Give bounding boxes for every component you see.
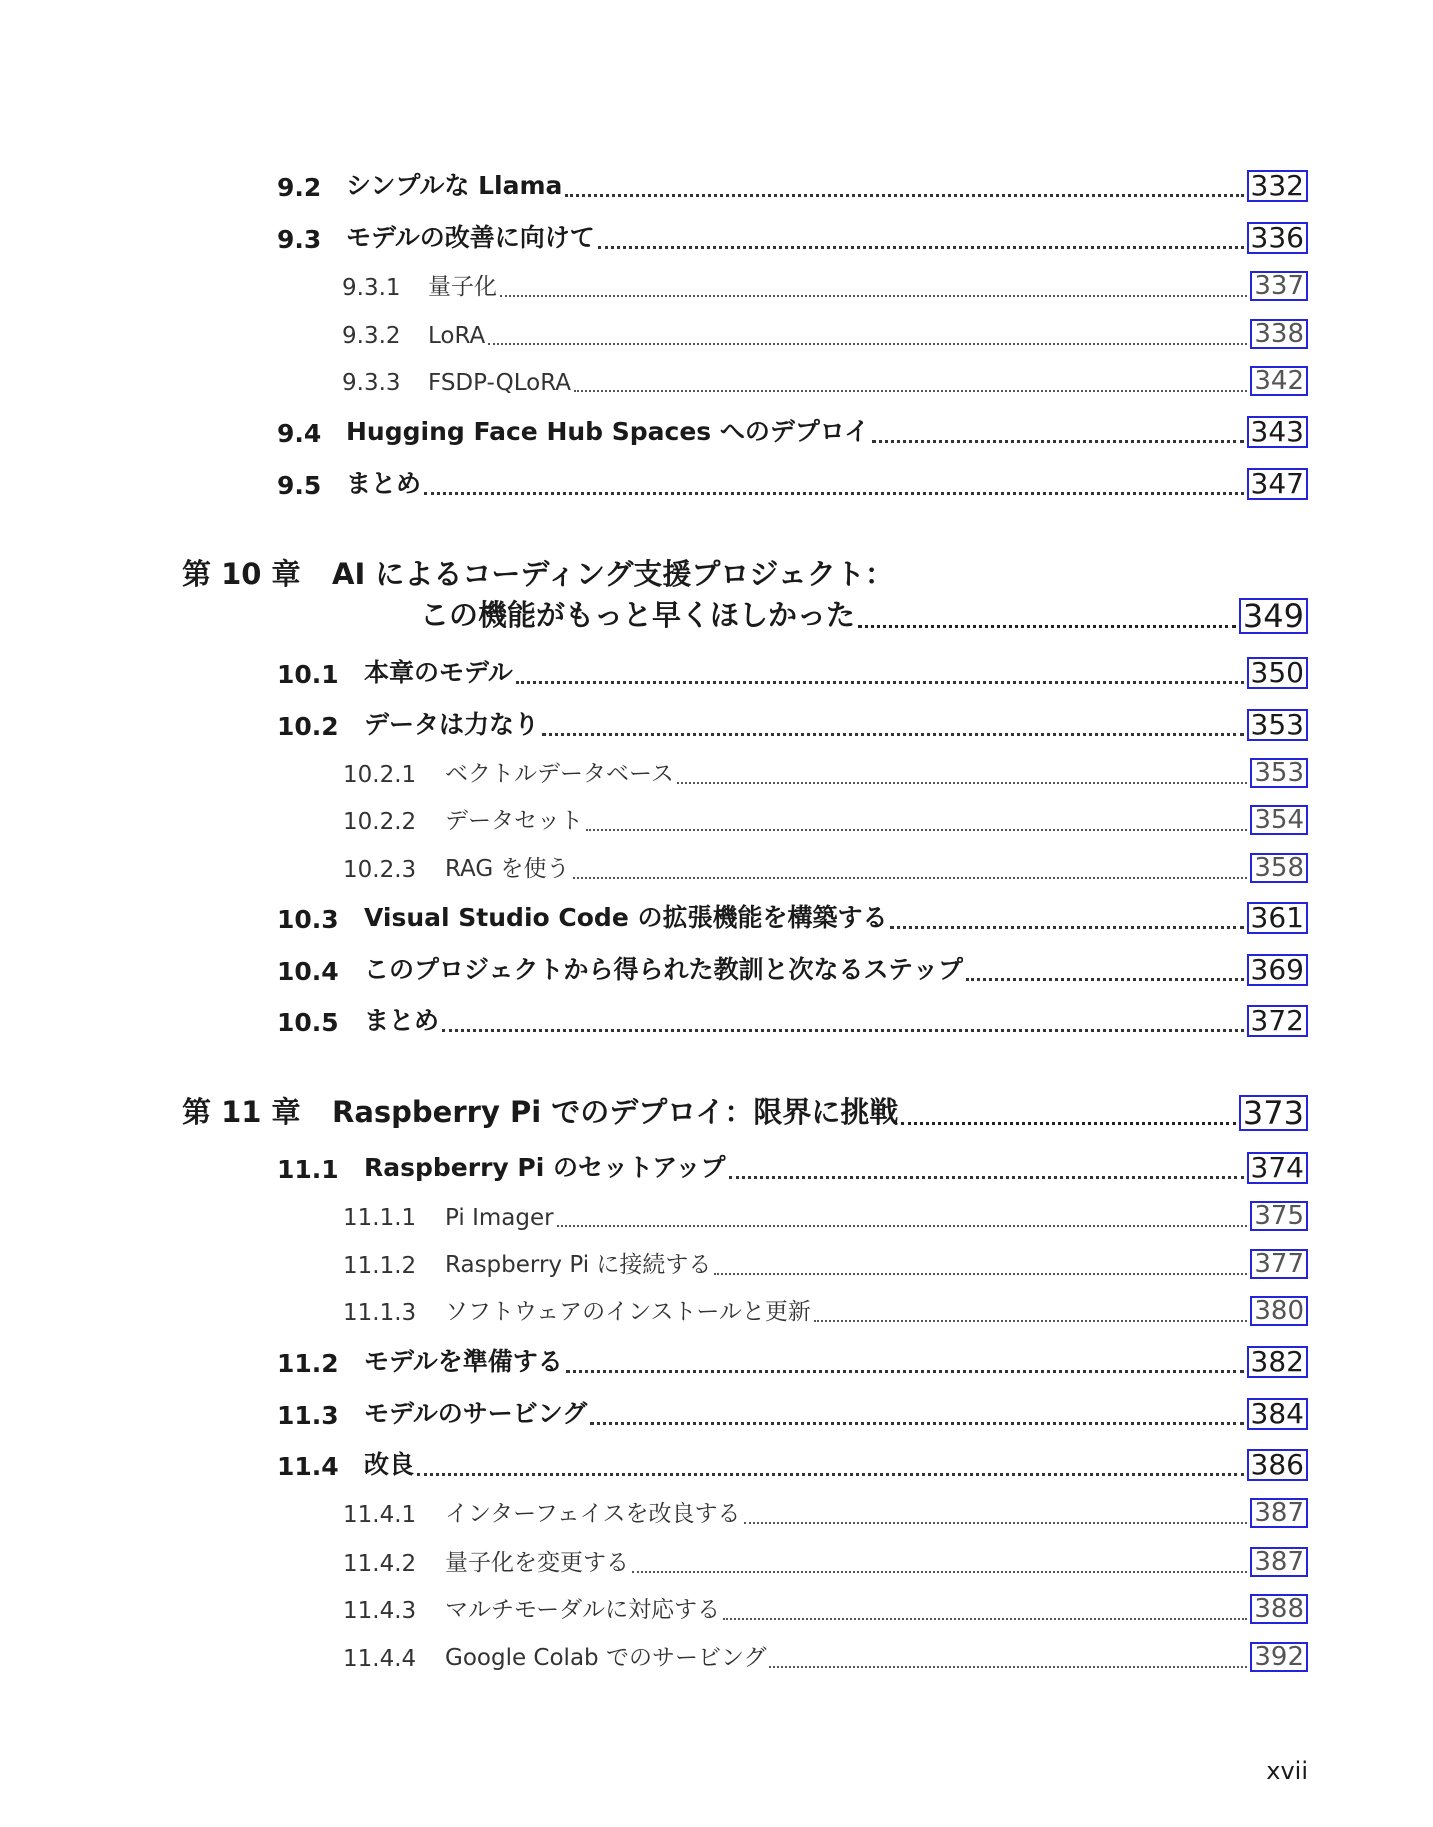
toc-entry-11-4-2[interactable]	[343, 1545, 1308, 1577]
page-link[interactable]: 336	[1247, 222, 1308, 254]
page-link[interactable]: 374	[1247, 1152, 1308, 1184]
section-number: 10.4	[277, 957, 339, 986]
dot-leader	[586, 829, 1247, 831]
section-number: 10.2	[277, 712, 339, 741]
dot-leader	[729, 1176, 1244, 1179]
page-number-folio: xvii	[1266, 1757, 1308, 1785]
toc-entry-11-1-1[interactable]	[343, 1199, 1308, 1231]
dot-leader	[966, 978, 1244, 981]
subsection-title: データセット	[445, 808, 583, 834]
dot-leader	[417, 1473, 1244, 1476]
page-link[interactable]: 373	[1239, 1095, 1308, 1131]
chapter-title: Raspberry Pi でのデプロイ：限界に挑戦	[332, 1095, 899, 1129]
subsection-title: RAG を使う	[445, 856, 570, 882]
page-link[interactable]: 347	[1247, 468, 1308, 500]
page-link[interactable]: 342	[1250, 366, 1308, 396]
page-link[interactable]: 343	[1247, 416, 1308, 448]
subsection-title: ベクトルデータベース	[445, 761, 674, 787]
page-link[interactable]: 369	[1247, 954, 1308, 986]
dot-leader	[542, 733, 1244, 736]
section-number: 10.5	[277, 1008, 339, 1037]
page-link[interactable]: 375	[1250, 1201, 1308, 1231]
toc-entry-11-1-3[interactable]	[343, 1294, 1308, 1326]
dot-leader	[590, 1422, 1243, 1425]
chapter-title-line1: AI によるコーディング支援プロジェクト：	[332, 557, 894, 591]
subsection-title: マルチモーダルに対応する	[445, 1597, 721, 1623]
toc-entry-9-4[interactable]	[277, 414, 1308, 448]
dot-leader	[566, 1370, 1244, 1373]
page-link[interactable]: 353	[1250, 758, 1308, 788]
section-title: モデルを準備する	[364, 1347, 563, 1376]
dot-leader	[500, 295, 1247, 297]
section-number: 9.2	[277, 173, 322, 202]
toc-entry-9-3-2[interactable]	[342, 317, 1308, 349]
toc-entry-10-4[interactable]	[277, 952, 1308, 986]
dot-leader	[872, 440, 1243, 443]
page-link[interactable]: 338	[1250, 319, 1308, 349]
section-title: データは力なり	[364, 710, 540, 739]
subsection-title: LoRA	[428, 323, 486, 349]
page-link[interactable]: 361	[1247, 902, 1308, 934]
chapter-title-line2: この機能がもっと早くほしかった	[420, 598, 856, 632]
section-number: 10.3	[277, 905, 339, 934]
page-link[interactable]: 388	[1250, 1594, 1308, 1624]
dot-leader	[723, 1618, 1247, 1620]
subsection-title: Raspberry Pi に接続する	[445, 1252, 712, 1278]
dot-leader	[598, 246, 1244, 249]
page-link[interactable]: 387	[1250, 1498, 1308, 1528]
toc-entry-10-2-3[interactable]	[343, 851, 1308, 883]
section-title: Raspberry Pi のセットアップ	[364, 1153, 726, 1182]
subsection-number: 11.1.2	[343, 1253, 417, 1279]
toc-entry-10-2-1[interactable]	[343, 756, 1308, 788]
toc-entry-11-3[interactable]	[277, 1396, 1308, 1430]
dot-leader	[557, 1225, 1248, 1227]
toc-entry-10-2-2[interactable]	[343, 803, 1308, 835]
section-number: 11.2	[277, 1349, 339, 1378]
section-title: まとめ	[364, 1006, 440, 1035]
toc-entry-10-1[interactable]	[277, 655, 1308, 689]
section-number: 9.5	[277, 471, 322, 500]
page-link[interactable]: 386	[1247, 1449, 1308, 1481]
section-number: 11.4	[277, 1452, 339, 1481]
dot-leader	[901, 1122, 1236, 1125]
dot-leader	[424, 492, 1244, 495]
page-link[interactable]: 387	[1250, 1547, 1308, 1577]
page-link[interactable]: 337	[1250, 271, 1308, 301]
chapter-number: 第 11 章	[182, 1095, 301, 1129]
dot-leader	[890, 926, 1243, 929]
section-title: Hugging Face Hub Spaces へのデプロイ	[346, 417, 870, 446]
dot-leader	[677, 782, 1248, 784]
page-link[interactable]: 384	[1247, 1398, 1308, 1430]
toc-entry-9-3-3[interactable]	[342, 364, 1308, 396]
subsection-number: 9.3.3	[342, 370, 401, 396]
subsection-number: 11.4.1	[343, 1502, 417, 1528]
subsection-number: 11.4.4	[343, 1646, 417, 1672]
page-link[interactable]: 353	[1247, 709, 1308, 741]
toc-entry-chapter-10[interactable]	[420, 590, 1308, 634]
section-number: 11.1	[277, 1155, 339, 1184]
dot-leader	[858, 625, 1236, 628]
dot-leader	[714, 1273, 1247, 1275]
subsection-number: 9.3.1	[342, 275, 401, 301]
page-link[interactable]: 349	[1239, 598, 1308, 634]
subsection-title: 量子化を変更する	[445, 1550, 629, 1576]
subsection-title: Google Colab でのサービング	[445, 1645, 767, 1671]
toc-entry-9-5[interactable]	[277, 466, 1308, 500]
page-link[interactable]: 350	[1247, 657, 1308, 689]
dot-leader	[442, 1029, 1244, 1032]
subsection-title: FSDP-QLoRA	[428, 370, 572, 396]
toc-entry-9-3[interactable]	[277, 220, 1308, 254]
subsection-number: 11.4.2	[343, 1551, 417, 1577]
section-title: 本章のモデル	[364, 658, 513, 687]
toc-entry-10-3[interactable]	[277, 900, 1308, 934]
section-number: 9.3	[277, 225, 322, 254]
dot-leader	[814, 1320, 1247, 1322]
subsection-number: 10.2.3	[343, 857, 417, 883]
toc-entry-9-2[interactable]	[277, 168, 1308, 202]
toc-entry-11-2[interactable]	[277, 1344, 1308, 1378]
dot-leader	[516, 681, 1244, 684]
toc-entry-10-2[interactable]	[277, 707, 1308, 741]
dot-leader	[744, 1522, 1248, 1524]
page-link[interactable]: 382	[1247, 1346, 1308, 1378]
dot-leader	[565, 194, 1243, 197]
section-title: まとめ	[346, 469, 422, 498]
toc-entry-11-1[interactable]	[277, 1150, 1308, 1184]
subsection-number: 9.3.2	[342, 323, 401, 349]
section-title: シンプルな Llama	[346, 171, 563, 200]
dot-leader	[574, 390, 1247, 392]
toc-entry-11-1-2[interactable]	[343, 1247, 1308, 1279]
toc-entry-11-4-4[interactable]	[343, 1640, 1308, 1672]
section-title: Visual Studio Code の拡張機能を構築する	[364, 903, 888, 932]
toc-entry-11-4-1[interactable]	[343, 1496, 1308, 1528]
section-title: モデルの改善に向けて	[346, 223, 595, 252]
toc-entry-11-4[interactable]	[277, 1447, 1308, 1481]
dot-leader	[769, 1666, 1247, 1668]
subsection-number: 11.1.1	[343, 1205, 417, 1231]
page-link[interactable]: 332	[1247, 170, 1308, 202]
dot-leader	[573, 877, 1248, 879]
page-link[interactable]: 372	[1247, 1005, 1308, 1037]
section-number: 11.3	[277, 1401, 339, 1430]
subsection-title: ソフトウェアのインストールと更新	[445, 1299, 811, 1325]
chapter-number: 第 10 章	[182, 557, 301, 591]
toc-entry-10-5[interactable]	[277, 1003, 1308, 1037]
page-link[interactable]: 354	[1250, 805, 1308, 835]
section-title: このプロジェクトから得られた教訓と次なるステップ	[364, 955, 964, 984]
subsection-title: Pi Imager	[445, 1205, 554, 1231]
chapter-10-heading	[182, 552, 894, 593]
page-link[interactable]: 380	[1250, 1296, 1308, 1326]
toc-entry-9-3-1[interactable]	[342, 269, 1308, 301]
subsection-number: 10.2.2	[343, 809, 417, 835]
toc-entry-11-4-3[interactable]	[343, 1592, 1308, 1624]
subsection-number: 11.4.3	[343, 1598, 417, 1624]
subsection-title: インターフェイスを改良する	[445, 1501, 741, 1527]
page-link[interactable]: 358	[1250, 853, 1308, 883]
dot-leader	[632, 1571, 1247, 1573]
section-title: 改良	[364, 1450, 415, 1479]
page-link[interactable]: 392	[1250, 1642, 1308, 1672]
toc-entry-chapter-11[interactable]	[182, 1087, 1308, 1131]
page-link[interactable]: 377	[1250, 1249, 1308, 1279]
subsection-title: 量子化	[428, 274, 497, 300]
subsection-number: 10.2.1	[343, 762, 417, 788]
section-title: モデルのサービング	[364, 1399, 588, 1428]
section-number: 9.4	[277, 419, 322, 448]
section-number: 10.1	[277, 660, 339, 689]
subsection-number: 11.1.3	[343, 1300, 417, 1326]
dot-leader	[488, 343, 1247, 345]
